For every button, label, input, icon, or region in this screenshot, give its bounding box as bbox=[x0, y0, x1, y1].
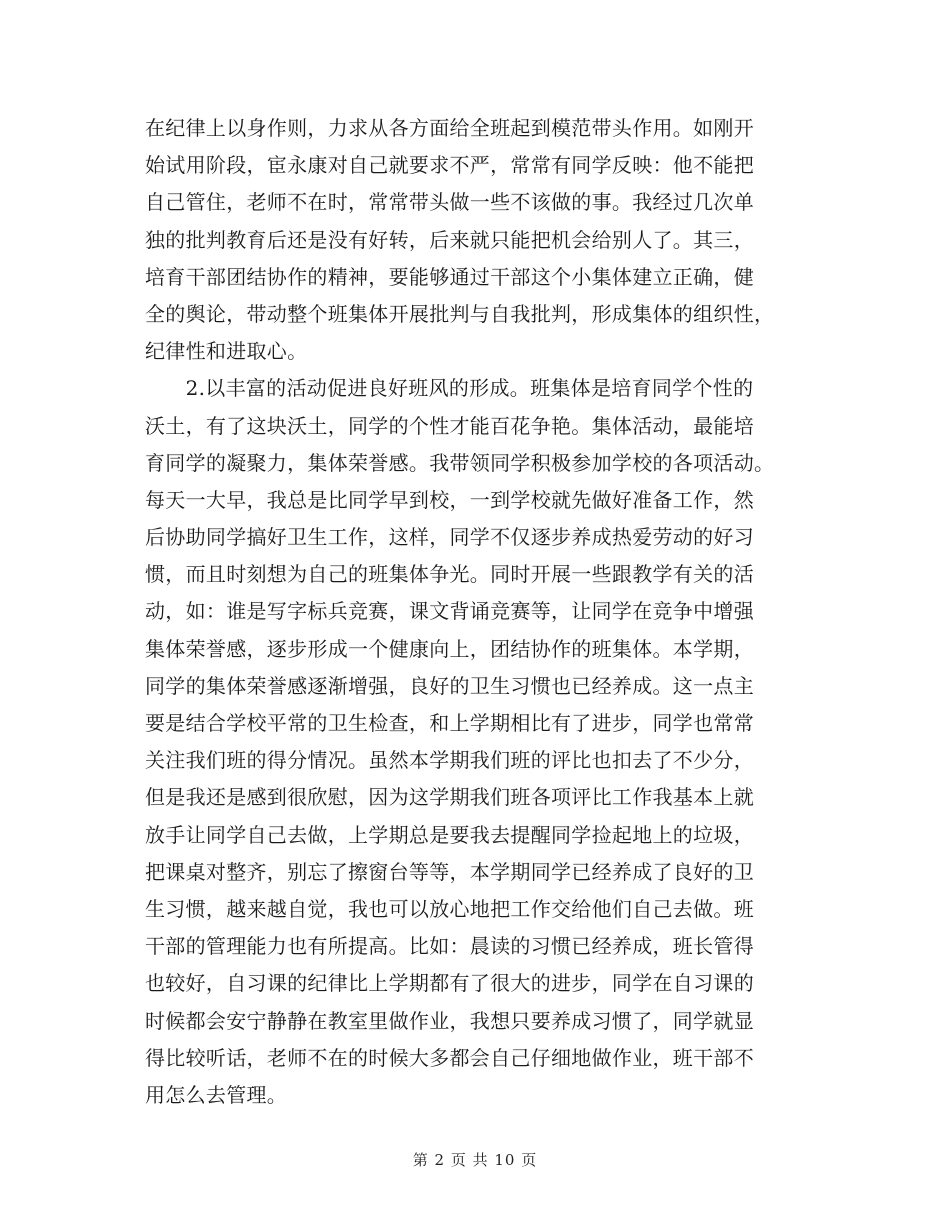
text-line: 在纪律上以身作则，力求从各方面给全班起到模范带头作用。如刚开 bbox=[145, 116, 754, 140]
text-line: 同学的集体荣誉感逐渐增强，良好的卫生习惯也已经养成。这一点主 bbox=[145, 673, 754, 698]
text-line: 但是我还是感到很欣慰，因为这学期我们班各项评比工作我基本上就 bbox=[145, 785, 754, 810]
text-line: 自己管住，老师不在时，常常带头做一些不该做的事。我经过几次单 bbox=[145, 190, 754, 215]
text-line: 始试用阶段，宦永康对自己就要求不严，常常有同学反映：他不能把 bbox=[145, 153, 754, 178]
text-line: 集体荣誉感，逐步形成一个健康向上，团结协作的班集体。本学期， bbox=[145, 636, 754, 661]
text-line: 放手让同学自己去做，上学期总是要我去提醒同学捡起地上的垃圾， bbox=[145, 822, 754, 847]
text-line: 独的批判教育后还是没有好转，后来就只能把机会给别人了。其三， bbox=[145, 227, 754, 252]
text-line: 育同学的凝聚力，集体荣誉感。我带领同学积极参加学校的各项活动。 bbox=[145, 450, 775, 475]
text-line: 2.以丰富的活动促进良好班风的形成。班集体是培育同学个性的 bbox=[145, 376, 754, 401]
text-line: 每天一大早，我总是比同学早到校，一到学校就先做好准备工作，然 bbox=[145, 487, 754, 512]
text-line: 纪律性和进取心。 bbox=[145, 339, 308, 364]
text-line: 把课桌对整齐，别忘了擦窗台等等，本学期同学已经养成了良好的卫 bbox=[145, 859, 754, 884]
text-line: 时候都会安宁静静在教室里做作业，我想只要养成习惯了，同学就显 bbox=[145, 1008, 754, 1033]
text-line: 也较好，自习课的纪律比上学期都有了很大的进步，同学在自习课的 bbox=[145, 971, 754, 996]
text-line: 动，如：谁是写字标兵竞赛，课文背诵竞赛等，让同学在竞争中增强 bbox=[145, 599, 754, 624]
text-line: 生习惯，越来越自觉，我也可以放心地把工作交给他们自己去做。班 bbox=[145, 896, 754, 921]
text-line: 干部的管理能力也有所提高。比如：晨读的习惯已经养成，班长管得 bbox=[145, 934, 754, 959]
text-line: 沃土，有了这块沃土，同学的个性才能百花争艳。集体活动，最能培 bbox=[145, 413, 754, 438]
text-line: 要是结合学校平常的卫生检查，和上学期相比有了进步，同学也常常 bbox=[145, 711, 754, 735]
text-line: 培育干部团结协作的精神，要能够通过干部这个小集体建立正确，健 bbox=[145, 264, 754, 289]
text-line: 关注我们班的得分情况。虽然本学期我们班的评比也扣去了不少分， bbox=[145, 748, 754, 773]
text-line: 得比较听话，老师不在的时候大多都会自己仔细地做作业，班干部不 bbox=[145, 1045, 754, 1070]
document-body bbox=[145, 110, 815, 1114]
text-line: 全的舆论，带动整个班集体开展批判与自我批判，形成集体的组织性， bbox=[145, 301, 775, 326]
text-line: 后协助同学搞好卫生工作，这样，同学不仅逐步养成热爱劳动的好习 bbox=[145, 525, 754, 550]
page-number-footer: 第 2 页 共 10 页 bbox=[412, 1151, 538, 1169]
text-line: 用怎么去管理。 bbox=[145, 1082, 288, 1107]
text-line: 惯，而且时刻想为自己的班集体争光。同时开展一些跟教学有关的活 bbox=[145, 562, 754, 587]
